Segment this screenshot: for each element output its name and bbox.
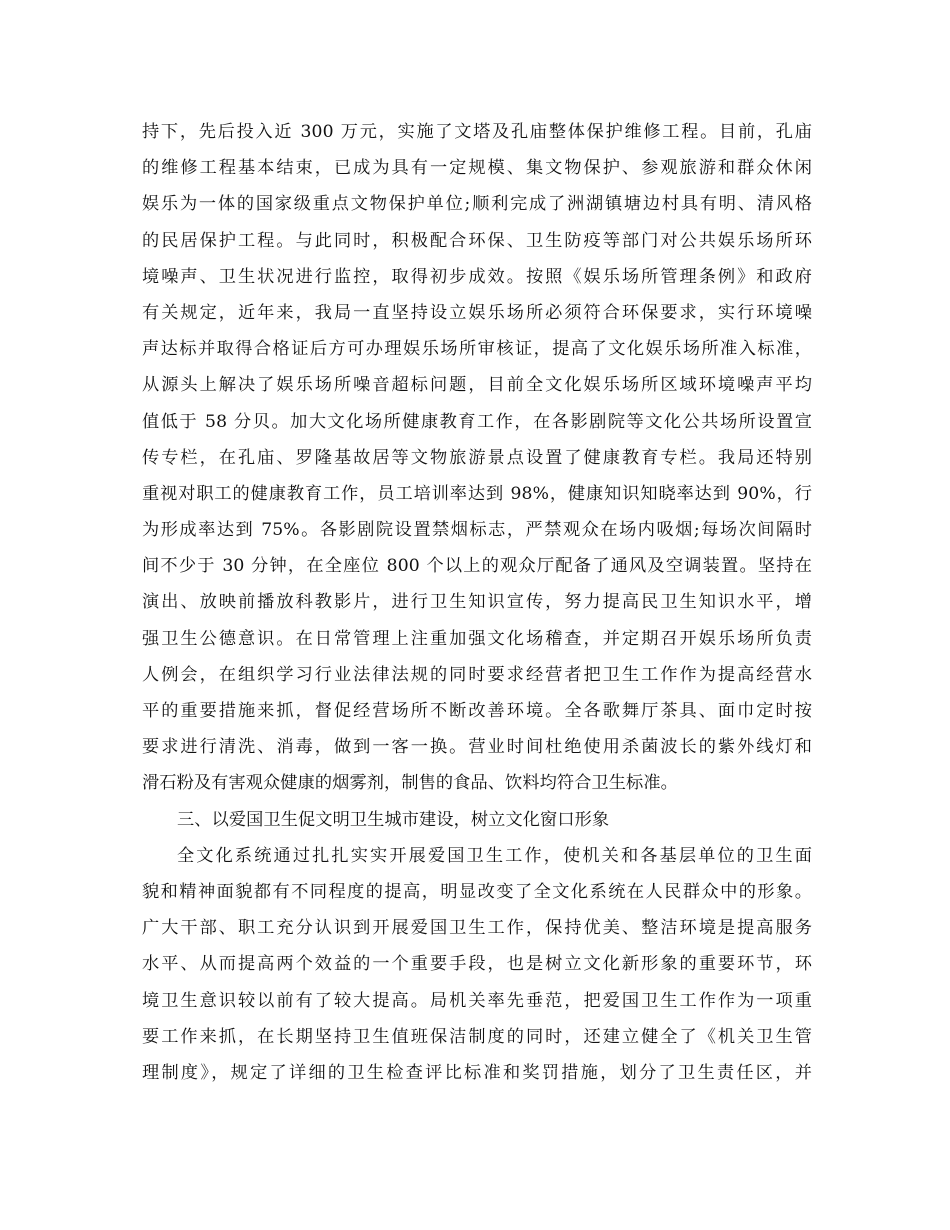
text-line: 境噪声、卫生状况进行监控，取得初步成效。按照《娱乐场所管理条例》和政府 [142,266,812,287]
text-line: 水平、从而提高两个效益的一个重要手段，也是树立文化新形象的重要环节，环 [142,954,812,975]
text-line: 的维修工程基本结束，已成为具有一定规模、集文物保护、参观旅游和群众休闲 [142,158,812,179]
body-text [142,114,812,1091]
text-line: 从源头上解决了娱乐场所噪音超标问题，目前全文化娱乐场所区域环境噪声平均 [142,375,812,396]
text-line: 间不少于 30 分钟，在全座位 800 个以上的观众厅配备了通风及空调装置。坚持在 [142,556,812,577]
text-line: 全文化系统通过扎扎实实开展爱国卫生工作，使机关和各基层单位的卫生面 [177,845,812,866]
text-line: 貌和精神面貌都有不同程度的提高，明显改变了全文化系统在人民群众中的形象。 [142,881,812,902]
text-line: 为形成率达到 75%。各影剧院设置禁烟标志，严禁观众在场内吸烟;每场次间隔时 [142,520,812,541]
text-line: 重视对职工的健康教育工作，员工培训率达到 98%，健康知识知晓率达到 90%，行 [142,483,812,504]
text-line: 持下，先后投入近 300 万元，实施了文塔及孔庙整体保护维修工程。目前，孔庙 [142,122,812,142]
text-line: 理制度》，规定了详细的卫生检查评比标准和奖罚措施，划分了卫生责任区，并 [142,1062,812,1083]
text-line: 的民居保护工程。与此同时，积极配合环保、卫生防疫等部门对公共娱乐场所环 [142,230,812,251]
text-line: 声达标并取得合格证后方可办理娱乐场所审核证，提高了文化娱乐场所准入标准， [142,339,812,360]
text-line: 强卫生公德意识。在日常管理上注重加强文化场稽查，并定期召开娱乐场所负责 [142,628,812,649]
text-line: 传专栏，在孔庙、罗隆基故居等文物旅游景点设置了健康教育专栏。我局还特别 [142,447,812,468]
text-line: 广大干部、职工充分认识到开展爱国卫生工作，保持优美、整洁环境是提高服务 [142,918,812,939]
text-line: 境卫生意识较以前有了较大提高。局机关率先垂范，把爱国卫生工作作为一项重 [142,990,812,1011]
text-line: 人例会，在组织学习行业法律法规的同时要求经营者把卫生工作作为提高经营水 [142,664,812,685]
text-line: 要求进行清洗、消毒，做到一客一换。营业时间杜绝使用杀菌波长的紫外线灯和 [142,737,812,758]
section-heading: 三、以爱国卫生促文明卫生城市建设，树立文化窗口形象 [177,809,610,830]
text-line: 娱乐为一体的国家级重点文物保护单位;顺利完成了洲湖镇塘边村具有明、清风格 [142,194,812,215]
text-line: 要工作来抓，在长期坚持卫生值班保洁制度的同时，还建立健全了《机关卫生管 [142,1026,812,1047]
text-line: 平的重要措施来抓，督促经营场所不断改善环境。全各歌舞厅茶具、面巾定时按 [142,701,812,721]
text-line: 有关规定，近年来，我局一直坚持设立娱乐场所必须符合环保要求，实行环境噪 [142,302,812,323]
text-line: 滑石粉及有害观众健康的烟雾剂，制售的食品、饮料均符合卫生标准。 [142,773,678,794]
text-line: 演出、放映前播放科教影片，进行卫生知识宣传，努力提高民卫生知识水平，增 [142,592,812,613]
text-line: 值低于 58 分贝。加大文化场所健康教育工作，在各影剧院等文化公共场所设置宣 [142,411,812,432]
